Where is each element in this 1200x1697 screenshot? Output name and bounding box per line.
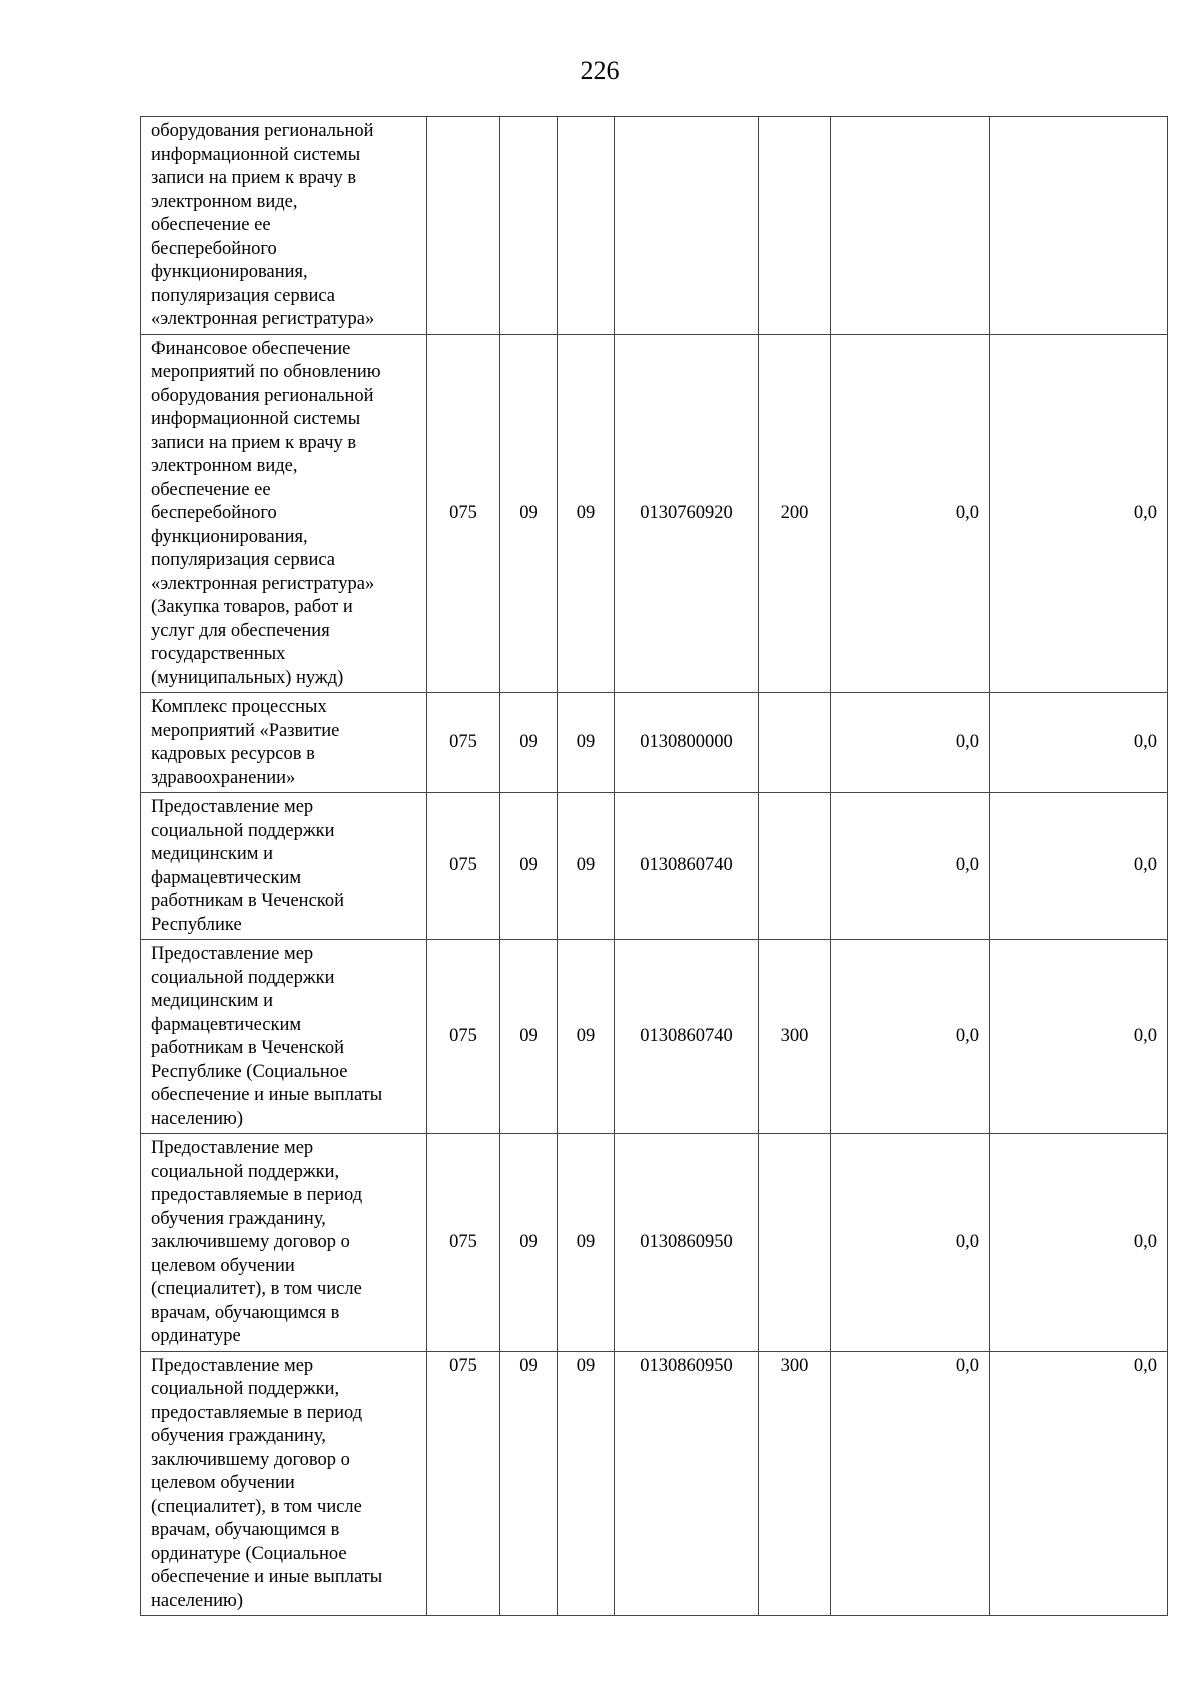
table-body <box>141 117 1168 1616</box>
description-line: здравоохранении» <box>151 767 296 788</box>
amount-first-year-cell: 0,0 <box>831 1351 990 1616</box>
description-line: обеспечение и иные выплаты <box>151 1567 383 1587</box>
subsection-code-cell: 09 <box>558 1351 615 1616</box>
description-line: Финансовое обеспечение <box>151 338 351 359</box>
description-line: социальной поддержки, <box>151 1161 340 1182</box>
description-line: Предоставление мер <box>151 1355 314 1376</box>
description-line: медицинским и <box>151 844 274 864</box>
target-article-cell: 0130860950 <box>615 1134 759 1352</box>
subsection-code-cell: 09 <box>558 693 615 793</box>
amount-first-year-cell: 0,0 <box>831 693 990 793</box>
description-line: заключившему договор о <box>151 1232 350 1252</box>
table-row <box>141 117 1168 335</box>
amount-first-year-cell: 0,0 <box>831 793 990 940</box>
description-cell <box>141 693 427 793</box>
description-line: социальной поддержки <box>151 820 335 841</box>
section-code-cell: 09 <box>500 793 558 940</box>
section-code-cell: 09 <box>500 693 558 793</box>
description-line: кадровых ресурсов в <box>151 744 315 764</box>
description-cell <box>141 793 427 940</box>
description-line: предоставляемые в период <box>151 1185 363 1205</box>
description-line: обеспечение ее <box>151 215 271 235</box>
expense-type-cell <box>759 793 831 940</box>
description-line: Предоставление мер <box>151 797 314 817</box>
description-line: обучения гражданину, <box>151 1426 326 1446</box>
description-line: врачам, обучающимся в <box>151 1520 340 1540</box>
amount-second-year-cell: 0,0 <box>990 940 1168 1134</box>
page-number: 226 <box>580 56 620 85</box>
target-article-cell: 0130860740 <box>615 940 759 1134</box>
description-line: (Закупка товаров, работ и <box>151 597 353 617</box>
description-line: функционирования, <box>151 262 308 282</box>
description-line: мероприятий «Развитие <box>151 720 340 741</box>
description-line: медицинским и <box>151 991 274 1011</box>
amount-second-year-cell <box>990 117 1168 335</box>
description-line: целевом обучении <box>151 1473 295 1493</box>
subsection-code-cell: 09 <box>558 334 615 693</box>
description-line: Предоставление мер <box>151 944 314 964</box>
description-line: (муниципальных) нужд) <box>151 667 344 688</box>
amount-first-year-cell: 0,0 <box>831 1134 990 1352</box>
subsection-code-cell: 09 <box>558 940 615 1134</box>
expense-type-cell: 200 <box>759 334 831 693</box>
description-line: информационной системы <box>151 409 361 429</box>
section-code-cell <box>500 117 558 335</box>
expense-type-cell <box>759 1134 831 1352</box>
target-article-cell: 0130860740 <box>615 793 759 940</box>
description-line: «электронная регистратура» <box>151 309 375 329</box>
amount-first-year-cell <box>831 117 990 335</box>
description-line: целевом обучении <box>151 1255 295 1276</box>
description-line: работникам в Чеченской <box>151 1038 344 1058</box>
expense-type-cell <box>759 117 831 335</box>
description-line: электронном виде, <box>151 191 298 212</box>
description-line: записи на прием к врачу в <box>151 168 357 188</box>
description-line: оборудования региональной <box>151 385 374 406</box>
description-line: Республике <box>151 914 242 935</box>
description-line: обеспечение ее <box>151 479 271 500</box>
table-row <box>141 334 1168 693</box>
expense-type-cell: 300 <box>759 940 831 1134</box>
description-line: (специалитет), в том числе <box>151 1279 362 1299</box>
table-row <box>141 1351 1168 1616</box>
section-code-cell: 09 <box>500 1351 558 1616</box>
description-line: информационной системы <box>151 144 361 165</box>
description-line: услуг для обеспечения <box>151 620 330 641</box>
ministry-code-cell <box>427 117 500 335</box>
expense-type-cell: 300 <box>759 1351 831 1616</box>
description-line: популяризация сервиса <box>151 285 336 306</box>
amount-first-year-cell: 0,0 <box>831 940 990 1134</box>
table-row <box>141 940 1168 1134</box>
description-line: обучения гражданину, <box>151 1208 326 1229</box>
description-line: бесперебойного <box>151 238 277 259</box>
description-line: записи на прием к врачу в <box>151 432 357 453</box>
table-row <box>141 693 1168 793</box>
description-line: (специалитет), в том числе <box>151 1496 362 1517</box>
target-article-cell: 0130760920 <box>615 334 759 693</box>
description-line: оборудования региональной <box>151 121 374 141</box>
description-line: фармацевтическим <box>151 867 302 888</box>
table-row <box>141 793 1168 940</box>
description-cell <box>141 940 427 1134</box>
description-line: мероприятий по обновлению <box>151 362 381 382</box>
description-cell <box>141 117 427 335</box>
ministry-code-cell: 075 <box>427 793 500 940</box>
description-line: государственных <box>151 644 286 664</box>
description-line: населению) <box>151 1108 243 1129</box>
ministry-code-cell: 075 <box>427 1134 500 1352</box>
description-line: врачам, обучающимся в <box>151 1302 340 1323</box>
subsection-code-cell <box>558 117 615 335</box>
subsection-code-cell: 09 <box>558 1134 615 1352</box>
section-code-cell: 09 <box>500 940 558 1134</box>
description-line: бесперебойного <box>151 503 277 523</box>
amount-second-year-cell: 0,0 <box>990 1351 1168 1616</box>
description-line: социальной поддержки, <box>151 1379 340 1399</box>
description-line: ординатуре <box>151 1326 241 1346</box>
amount-second-year-cell: 0,0 <box>990 793 1168 940</box>
section-code-cell: 09 <box>500 334 558 693</box>
description-line: электронном виде, <box>151 456 298 476</box>
ministry-code-cell: 075 <box>427 334 500 693</box>
description-line: функционирования, <box>151 526 308 547</box>
description-line: ординатуре (Социальное <box>151 1543 347 1564</box>
target-article-cell <box>615 117 759 335</box>
description-cell <box>141 1351 427 1616</box>
description-cell <box>141 334 427 693</box>
description-line: Комплекс процессных <box>151 697 327 717</box>
description-line: Предоставление мер <box>151 1138 314 1158</box>
description-line: «электронная регистратура» <box>151 573 375 594</box>
description-line: заключившему договор о <box>151 1449 350 1470</box>
description-line: предоставляемые в период <box>151 1402 363 1423</box>
description-cell <box>141 1134 427 1352</box>
description-line: работникам в Чеченской <box>151 891 344 911</box>
table-row <box>141 1134 1168 1352</box>
amount-second-year-cell: 0,0 <box>990 1134 1168 1352</box>
description-line: населению) <box>151 1590 243 1611</box>
target-article-cell: 0130800000 <box>615 693 759 793</box>
amount-second-year-cell: 0,0 <box>990 693 1168 793</box>
amount-second-year-cell: 0,0 <box>990 334 1168 693</box>
amount-first-year-cell: 0,0 <box>831 334 990 693</box>
target-article-cell: 0130860950 <box>615 1351 759 1616</box>
description-line: обеспечение и иные выплаты <box>151 1085 383 1105</box>
description-line: популяризация сервиса <box>151 550 336 570</box>
description-line: Республике (Социальное <box>151 1061 348 1082</box>
ministry-code-cell: 075 <box>427 1351 500 1616</box>
ministry-code-cell: 075 <box>427 693 500 793</box>
budget-table <box>140 116 1168 1616</box>
section-code-cell: 09 <box>500 1134 558 1352</box>
description-line: фармацевтическим <box>151 1014 302 1035</box>
ministry-code-cell: 075 <box>427 940 500 1134</box>
expense-type-cell <box>759 693 831 793</box>
description-line: социальной поддержки <box>151 967 335 988</box>
subsection-code-cell: 09 <box>558 793 615 940</box>
